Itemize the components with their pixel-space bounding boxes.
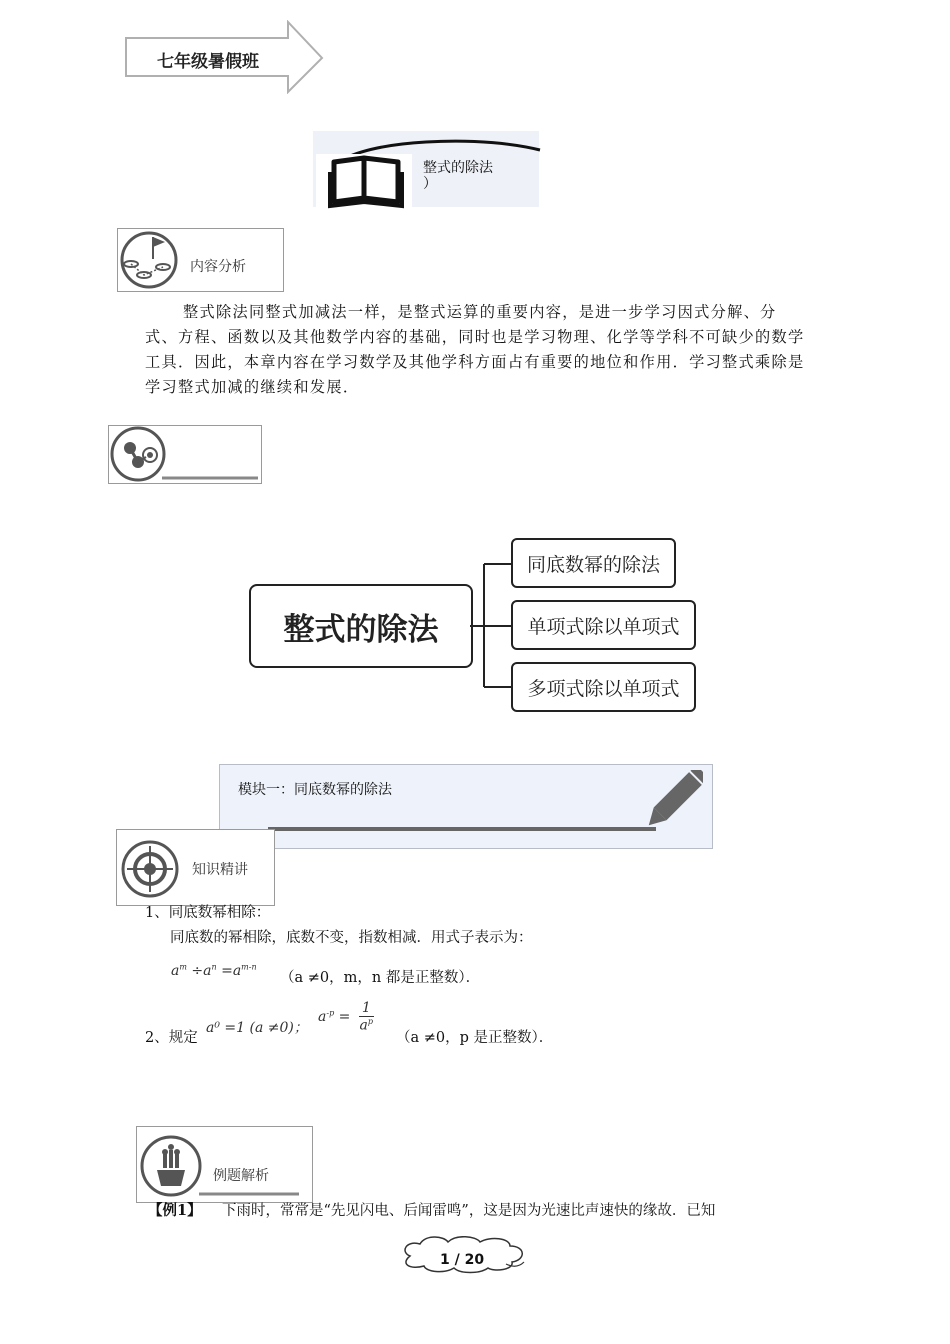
network-icon <box>110 426 260 483</box>
title-main: 整式的除法 <box>423 160 493 176</box>
section-label-knowledge-explain: 知识精讲 <box>192 862 248 878</box>
target-icon <box>120 838 182 900</box>
section-label-example-analysis: 例题解析 <box>213 1168 269 1184</box>
title-paren: ） <box>423 176 437 192</box>
knowledge-item2-prefix: 2、规定 <box>145 1030 198 1046</box>
intro-text: 整式除法同整式加减法一样，是整式运算的重要内容，是进一步学习因式分解、分式、方程、函数以及其他数学内容的基础，同时也是学习物理、化学等学科不可缺少的数学工具．因此，本章内容在学习数学及其他学科方面占有重要的地位和作用．学习整式乘除是学习整式加减的继续和发展． <box>145 303 805 396</box>
mindmap-connectors <box>470 560 515 690</box>
target-flag-icon <box>119 229 181 291</box>
intro-paragraph <box>145 300 807 400</box>
mindmap-branch-label: 同底数幂的除法 <box>526 553 660 576</box>
mindmap-branch-label: 多项式除以单项式 <box>527 677 680 700</box>
example-label: 【例1】 <box>148 1202 202 1219</box>
mindmap-root <box>249 584 473 668</box>
knowledge-item1-condition: （a ≠0，m，n 都是正整数）． <box>280 970 481 986</box>
formula-zero-power: a⁰ =1 (a ≠0)； <box>206 1020 308 1036</box>
module-title: 模块一：同底数幂的除法 <box>238 782 392 798</box>
title-text <box>423 160 493 192</box>
section-label-content-analysis: 内容分析 <box>190 259 246 275</box>
knowledge-item2-condition: （a ≠0，p 是正整数）． <box>396 1030 554 1046</box>
formula-power-division: $a^m \div a^n =a^{m-n}$ <box>171 962 257 979</box>
header-tag-text: 七年级暑假班 <box>157 52 259 72</box>
mindmap-branch-1 <box>511 538 676 588</box>
knowledge-item1-desc: 同底数的幂相除，底数不变，指数相减．用式子表示为： <box>170 930 533 946</box>
pencil-icon <box>268 770 703 834</box>
mindmap-branch-2 <box>511 600 696 650</box>
formula-negative-power: $a^{-p}$ = $\frac{1}{a^p}$ <box>318 1000 374 1034</box>
page-number: 1 / 20 <box>440 1252 485 1268</box>
example-text: 下雨时，常常是“先见闪电、后闻雷鸣”，这是因为光速比声速快的缘故．已知 <box>222 1203 716 1219</box>
mindmap-root-label: 整式的除法 <box>283 611 439 648</box>
mindmap-branch-3 <box>511 662 696 712</box>
mindmap-branch-label: 单项式除以单项式 <box>527 615 680 638</box>
knowledge-item1-title: 1、同底数幂相除： <box>145 905 271 921</box>
